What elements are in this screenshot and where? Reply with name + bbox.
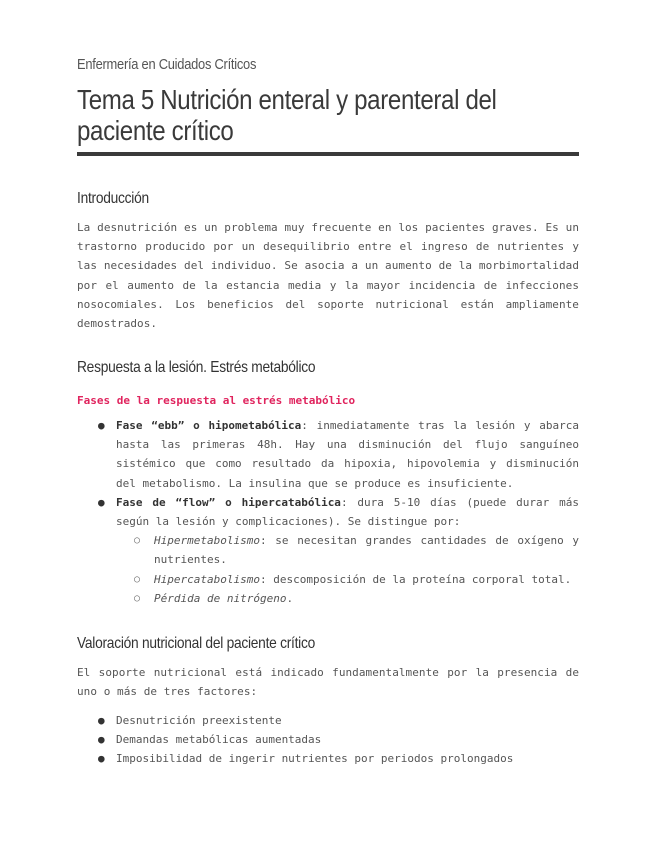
subitem-text: . [286,591,294,605]
factor-text: Desnutrición preexistente [116,714,282,727]
assessment-paragraph: El soporte nutricional está indicado fundamentalmente por la presencia de uno o más de tres factores: [77,666,579,699]
factor-text: Demandas metabólicas aumentadas [116,733,322,747]
intro-heading: Introducción [77,190,149,207]
page-title: Tema 5 Nutrición enteral y parenteral del paciente crítico [77,84,497,146]
response-heading: Respuesta a la lesión. Estrés metabólico [77,359,316,376]
phases-heading: Fases de la respuesta al estrés metabólico [77,394,356,407]
circle-bullet-icon: ○ [134,573,141,585]
list-item [77,589,579,608]
circle-bullet-icon: ○ [134,592,141,604]
list-item [77,531,579,569]
subitem-term: Pérdida de nitrógeno [154,591,287,605]
factor-text: Imposibilidad de ingerir nutrientes por periodos prolongados [116,752,514,766]
assessment-heading: Valoración nutricional del paciente crítico [77,635,316,652]
phase-term: Fase de “flow” o hipercatabólica [116,495,341,509]
list-item [77,749,579,768]
list-item [77,711,579,730]
phase-text: : dura 5-10 días (puede durar más según la lesión y complicaciones). Se distingue por: [116,495,580,529]
list-item [77,570,579,589]
bullet-icon: ● [98,714,105,727]
subitem-text: : descomposición de la proteína corporal total. [259,572,572,586]
phase-term: Fase “ebb” o hipometabólica [116,419,302,432]
bullet-icon: ● [98,733,105,747]
subitem-text: : se necesitan grandes cantidades de oxígeno y nutrientes. [154,534,579,567]
intro-paragraph: La desnutrición es un problema muy frecuente en los pacientes graves. Es un trastorno producido por un desequilibrio entre el ingreso de nutrientes y las necesidades del individuo. Se asocia a un aumento de la morbimortalidad por el aumento de la estancia media y la mayor incidencia de infecciones nosocomiales. Los beneficios del soporte nutricional están ampliamente demostrados. [77,221,579,331]
subitem-term: Hipermetabolismo [154,534,260,548]
circle-bullet-icon: ○ [134,535,141,547]
subitem-term: Hipercatabolismo [154,572,260,586]
phases-list [77,416,579,608]
course-subtitle: Enfermería en Cuidados Críticos [77,56,257,73]
bullet-icon: ● [98,495,105,509]
list-item [77,730,579,749]
list-item [77,416,579,493]
title-divider [77,152,579,156]
bullet-icon: ● [98,752,105,766]
factors-list [77,711,579,769]
phase-text: : inmediatamente tras la lesión y abarca hasta las primeras 48h. Hay una disminución del flujo sanguíneo sistémico que como resultado da hipoxia, hipovolemia y disminución del metabolismo. La insulina que se produce es insuficiente. [116,419,580,490]
list-item [77,493,579,531]
bullet-icon: ● [98,419,105,432]
